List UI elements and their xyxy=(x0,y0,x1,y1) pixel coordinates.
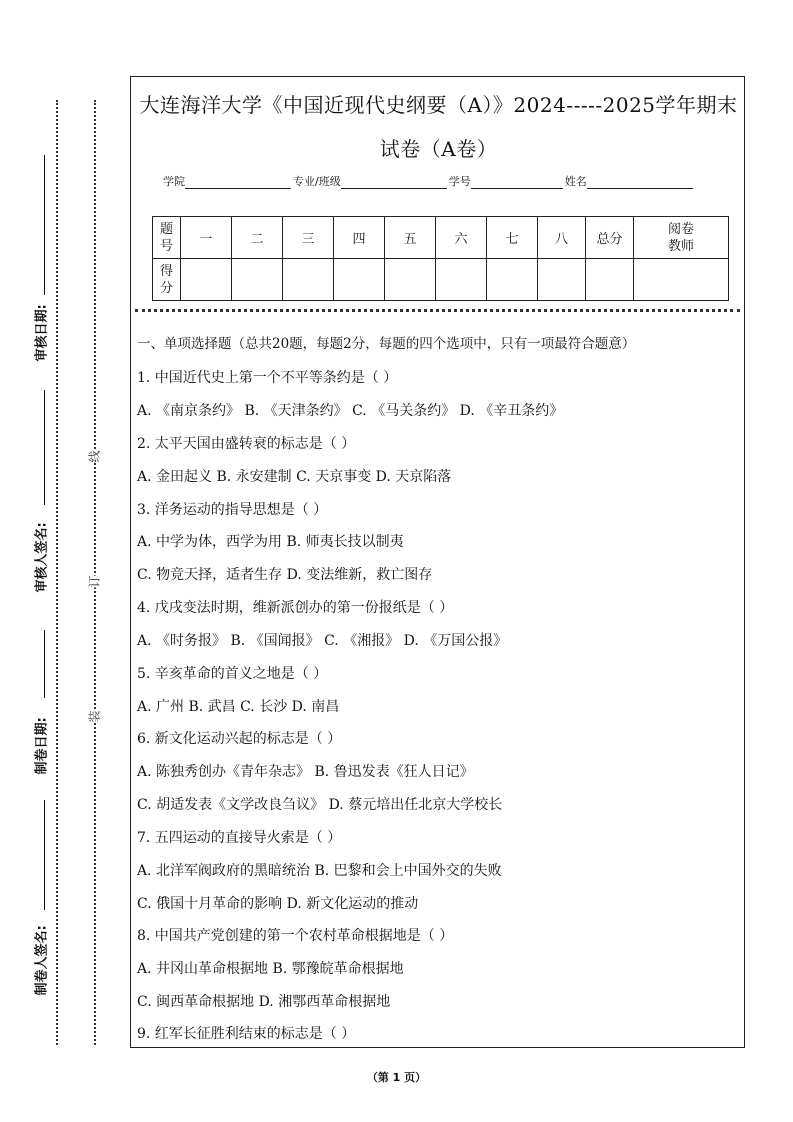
option-line: C. 胡适发表《文学改良刍议》 D. 蔡元培出任北京大学校长 xyxy=(137,797,503,813)
name-field[interactable] xyxy=(587,176,693,189)
option-line: A. 陈独秀创办《青年杂志》 B. 鲁迅发表《狂人日记》 xyxy=(137,764,474,780)
maker-date-label: 制卷日期: xyxy=(34,717,50,775)
question-line: 3. 洋务运动的指导思想是（ ） xyxy=(137,502,328,518)
question-line: 4. 戊戌变法时期，维新派创办的第一份报纸是（ ） xyxy=(137,600,454,616)
student-info-row xyxy=(163,173,723,189)
score-cell[interactable] xyxy=(334,259,385,301)
question-line: 6. 新文化运动兴起的标志是（ ） xyxy=(137,731,342,747)
score-table xyxy=(152,216,729,301)
left-dotted-rule xyxy=(56,100,58,1045)
grader-cell[interactable] xyxy=(634,259,729,301)
option-line: A. 北洋军阀政府的黑暗统治 B. 巴黎和会上中国外交的失败 xyxy=(137,863,502,879)
score-row-header: 得 分 xyxy=(153,259,181,301)
score-cell-total[interactable] xyxy=(586,259,634,301)
question-line: 7. 五四运动的直接导火索是（ ） xyxy=(137,830,342,846)
score-cell[interactable] xyxy=(385,259,436,301)
major-class-label: 专业/班级 xyxy=(293,175,341,188)
auditor-sign-underline xyxy=(44,390,45,505)
option-line: A. 《南京条约》 B. 《天津条约》 C. 《马关条约》 D. 《辛丑条约》 xyxy=(137,403,564,419)
option-line: A. 中学为体，西学为用 B. 师夷长技以制夷 xyxy=(137,534,404,550)
college-field[interactable] xyxy=(185,176,291,189)
question-line: 2. 太平天国由盛转衰的标志是（ ） xyxy=(137,436,356,452)
exam-title-line2: 试卷（A卷） xyxy=(379,137,498,161)
audit-date-underline xyxy=(44,155,45,295)
option-line: A. 广州 B. 武昌 C. 长沙 D. 南昌 xyxy=(137,699,340,715)
score-cell[interactable] xyxy=(538,259,586,301)
bind-char-zhuang: 装 xyxy=(87,710,102,723)
bind-char-xian: 线 xyxy=(87,450,102,463)
exam-frame xyxy=(130,76,745,1048)
question-line: 9. 红军长征胜利结束的标志是（ ） xyxy=(137,1026,356,1042)
option-line: C. 闽西革命根据地 D. 湘鄂西革命根据地 xyxy=(137,994,391,1010)
question-line: 5. 辛亥革命的首义之地是（ ） xyxy=(137,666,328,682)
dotted-separator xyxy=(135,309,740,312)
maker-date-underline xyxy=(44,630,45,698)
exam-title: 大连海洋大学《中国近现代史纲要（A）》2024-----2025学年期末 xyxy=(139,93,738,117)
col-header: 五 xyxy=(385,217,436,259)
binding-dotted-rule xyxy=(94,100,96,1045)
score-cell[interactable] xyxy=(283,259,334,301)
section-heading: 一、单项选择题（总共20题，每题2分，每题的四个选项中，只有一项最符合题意） xyxy=(137,336,636,352)
grader-header: 阅卷 教师 xyxy=(634,217,729,259)
auditor-sign-label: 审核人签名: xyxy=(34,522,50,593)
option-line: C. 物竞天择，适者生存 D. 变法维新，救亡图存 xyxy=(137,567,433,583)
option-line: A. 《时务报》 B. 《国闻报》 C. 《湘报》 D. 《万国公报》 xyxy=(137,633,508,649)
col-header: 八 xyxy=(538,217,586,259)
name-label: 姓名 xyxy=(564,175,587,188)
question-line: 8. 中国共产党创建的第一个农村革命根据地是（ ） xyxy=(137,928,454,944)
page-number: （第 1 页） xyxy=(366,1071,427,1084)
score-cell[interactable] xyxy=(487,259,538,301)
col-header: 三 xyxy=(283,217,334,259)
option-line: A. 金田起义 B. 永安建制 C. 天京事变 D. 天京陷落 xyxy=(137,469,452,485)
col-header: 七 xyxy=(487,217,538,259)
col-header: 六 xyxy=(436,217,487,259)
college-label: 学院 xyxy=(163,175,185,188)
score-cell[interactable] xyxy=(181,259,232,301)
score-cell[interactable] xyxy=(232,259,283,301)
score-cell[interactable] xyxy=(436,259,487,301)
option-line: C. 俄国十月革命的影响 D. 新文化运动的推动 xyxy=(137,896,419,912)
student-id-field[interactable] xyxy=(471,176,563,189)
audit-date-label: 审核日期: xyxy=(34,304,50,362)
col-header: 四 xyxy=(334,217,385,259)
question-line: 1. 中国近代史上第一个不平等条约是（ ） xyxy=(137,370,398,386)
col-header: 二 xyxy=(232,217,283,259)
major-class-field[interactable] xyxy=(341,176,447,189)
option-line: A. 井冈山革命根据地 B. 鄂豫皖革命根据地 xyxy=(137,961,404,977)
maker-sign-label: 制卷人签名: xyxy=(34,925,50,996)
col-header-total: 总分 xyxy=(586,217,634,259)
bind-char-ding: 订 xyxy=(87,575,102,588)
student-id-label: 学号 xyxy=(448,175,471,188)
question-number-header: 题 号 xyxy=(153,217,181,259)
col-header: 一 xyxy=(181,217,232,259)
maker-sign-underline xyxy=(44,800,45,910)
